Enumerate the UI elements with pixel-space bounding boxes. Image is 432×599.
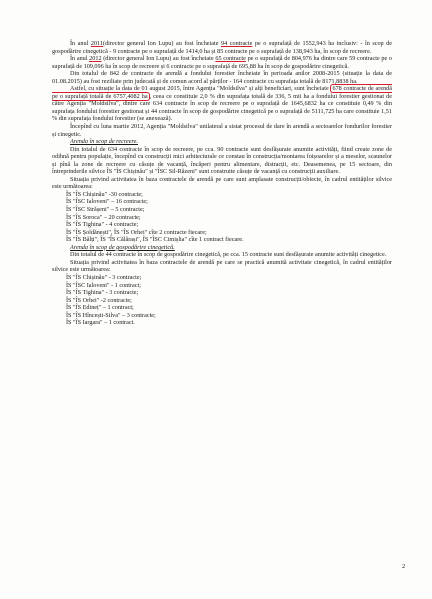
recreation-list xyxy=(52,191,392,244)
highlighted-total: 678 contracte de arendă pe o suprafață totală de 6757,4082 ha xyxy=(52,85,393,100)
list-item: ÎS "ÎS Tighina" - 3 contracte; xyxy=(66,289,139,297)
paragraph-suspension: Începînd cu luna martie 2012, Agenția "Moldsilva" unilateral a sistat procesul de dare în arendă a sectoarelor fondurilor forestier și cinegetic. xyxy=(52,123,392,138)
paragraph-current-situation xyxy=(52,85,392,123)
text: Astfel, cu situație la data de 01 august 2015, între Agenția "Moldsilva" și alți beneficiari, sunt încheiate xyxy=(70,85,331,93)
heading-recreation: Arenda în scop de recreere. xyxy=(70,138,138,146)
list-item: ÎS "ÎS Orhei" -2 contracte; xyxy=(66,296,132,304)
list-item: ÎS "ÎS Tighina" - 4 contracte; xyxy=(66,221,139,229)
paragraph-2012 xyxy=(52,55,392,70)
paragraph-total-contracts: Din totalul de 842 de contracte de arendă a fondului forestier încheiate în perioada anilor 2008-2015 (situație la data de 01.08.2015) au fost reziliate prin judecată și de comun acord al părților - 164 contracte cu suprafața totală de 8171,8838 ha. xyxy=(52,70,392,85)
page-number: 2 xyxy=(402,563,406,570)
list-item: ÎS "ÎSC Ialoveni" – 16 contracte; xyxy=(66,198,148,206)
text: pe o suprafață de 804,976 ha dintre care 59 contracte pe o suprafață de 109,096 ha în scop de recreere și 6 contracte pe o suprafață de 695,88 ha în scop de gospodărire cinegetică. xyxy=(52,55,392,70)
paragraph-recreation-situation: Situația privind activitatea în baza contractele de arendă pe care sunt amplasate construcții/obiecte, în cadrul entităților silvice este următoarea: xyxy=(52,175,392,191)
text: (director general Ion Lupu) au fost încheiate xyxy=(103,40,222,47)
list-item: ÎS "ÎS Bălți", ÎS "ÎS Călărași", ÎS "ÎSC Cimișlia" cîte 1 contract fiecare. xyxy=(66,236,244,244)
list-item: ÎS "ÎSC Strășeni" – 5 contracte; xyxy=(66,206,145,214)
year-2011: 2011 xyxy=(90,40,104,47)
paragraph-hunting-situation: Situația privind activitatea în baza contractele de arendă pe care se practică anumită activitate cinegetică, în cadrul entităților silvice este următoarea: xyxy=(52,258,392,274)
list-item: ÎS "ÎS Chișinău" -30 contracte; xyxy=(66,190,143,198)
list-item: ÎS "ÎS Iargara" – 1 contract. xyxy=(66,319,135,327)
list-item: ÎS "ÎS Edineț" – 1 contract; xyxy=(66,304,134,312)
list-item: ÎS "ÎS Șoldănești", ÎS "ÎS Orhei" cîte 2 contracte fiecare; xyxy=(66,228,207,236)
text: , ceea ce constituie 2,0 % din suprafața totală de 336, 5 mii ha a fondului forestier gestionat de către Agenția "Moldsilva", dintre care 634 contracte în scop de recreere pe o suprafață de 1645,6832 ha ce constituie 0,49 % din suprafața fondului forestier gestionat și 44 contracte în scop de gospodărire cinegetică pe o suprafață de 5111,725 ha care constituie 1,51 % din suprafața fondului forestier (se anexează). xyxy=(52,92,392,123)
paragraph-recreation-activities: Din totalul de 634 contracte în scop de recreere, pe cca. 90 contracte sunt desfășurate anumite activități, fiind create zone de odihnă pentru populație, începînd cu construcții mici arhitecturale ce constau în construcția/montarea foișoarelor și a meselor, scaunelor și pînă la zone de recreere cu căsuțe de vacanță, încăperi pentru alimentare, distracții, etc. Deasemenea, pe 15 sectoare, din întreprinderile silvice ÎS "ÎS Chișinău" și "ÎSC Sil-Răzeni" sunt construite căsuțe de vacanță cu construcții auxiliare. xyxy=(52,145,392,176)
text: În anul xyxy=(70,40,91,47)
text: (director general Ion Lupu) au fost încheiate xyxy=(101,55,216,63)
document-body xyxy=(52,40,392,327)
list-item: ÎS "ÎS Chișinău" - 3 contracte; xyxy=(66,273,142,281)
list-item: ÎS "ÎS Hîncești-Silva" – 3 contracte; xyxy=(66,311,156,319)
paragraph-2011 xyxy=(52,40,392,55)
heading-hunting: Arenda în scop de gospodărire cinegetică. xyxy=(70,243,175,251)
contract-count-2011: 94 contracte xyxy=(221,40,253,47)
paragraph-hunting-activities: Din totalul de 44 contracte în scop de gospodărire cinegetică, pe cca. 15 contracte sunt desfășurate anumite activități cinegetice. xyxy=(70,251,387,259)
year-2012: 2012 xyxy=(89,55,102,63)
contract-count-2012: 65 contracte xyxy=(215,55,246,63)
text: pe o suprafață de 1552,943 ha inclusiv: - în scop de gospodărire cinegetică - 9 contracte pe o suprafață de 1414,0 ha și 85 contracte pe o suprafață de 138,943 ha, în scop de recreere. xyxy=(52,40,393,55)
hunting-list xyxy=(52,274,392,327)
list-item: ÎS "ÎS Soroca" – 20 contracte; xyxy=(66,213,141,221)
text: În anul xyxy=(70,55,90,63)
list-item: ÎS "ÎSC Ialoveni" - 1 contract; xyxy=(66,281,141,289)
